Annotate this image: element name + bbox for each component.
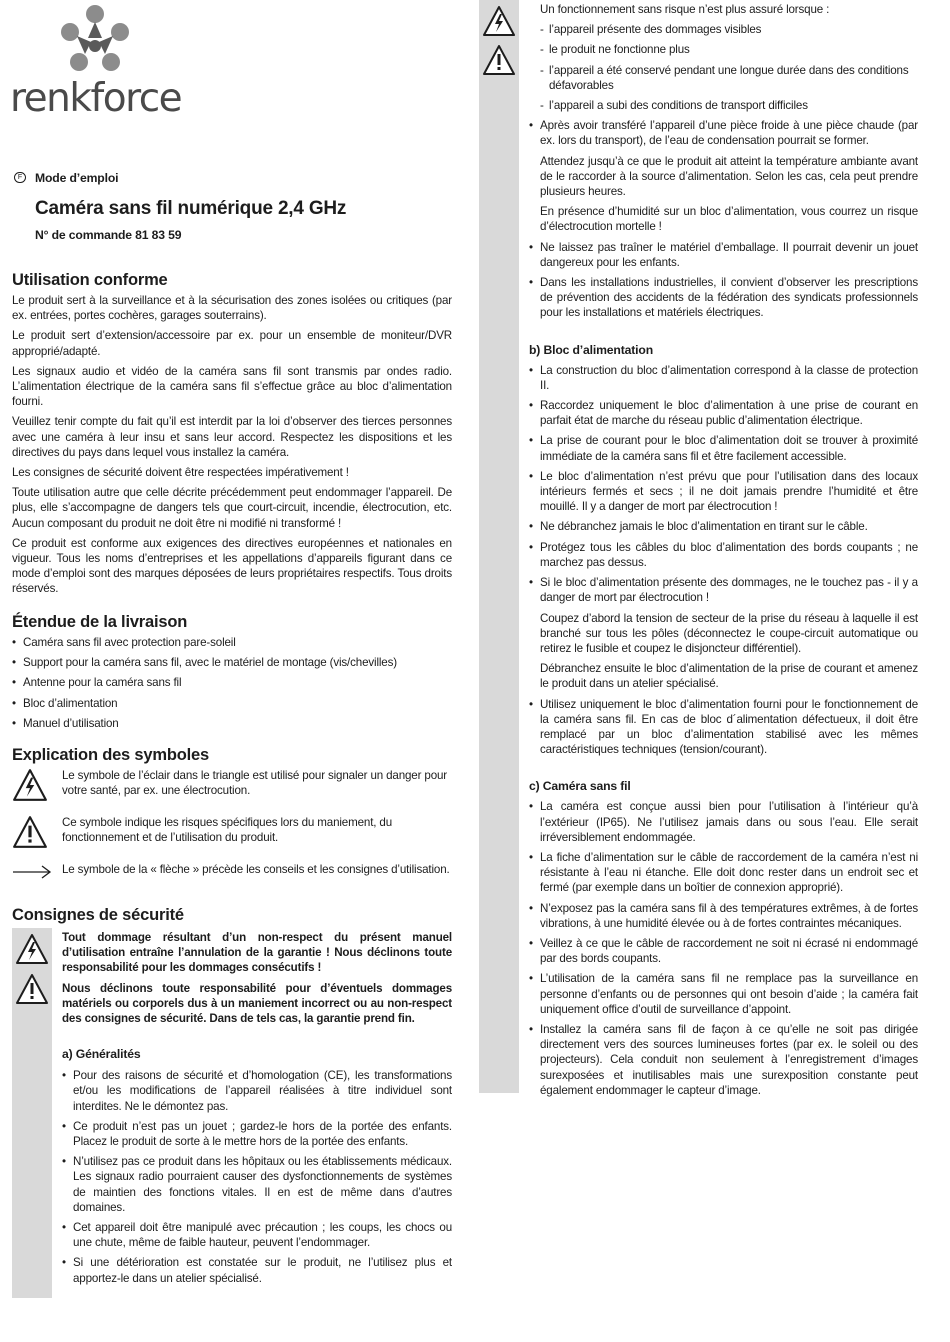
list-item: - le produit ne fonctionne plus bbox=[540, 42, 918, 57]
list-item: • La fiche d’alimentation sur le câble de raccordement de la caméra n’est ni résistante à l’eau ni étanche. Elle doit donc rester dans un endroit sec et fermé (par exemple dans un boîtier de connexion approprié). bbox=[529, 850, 918, 896]
camera-heading: c) Caméra sans fil bbox=[529, 779, 631, 794]
warning-text: Tout dommage résultant d’un non-respect du présent manuel d’utilisation entraîne l’annulation de la garantie ! Nous déclinons toute responsabilité pour les dommages consécutifs ! bbox=[62, 931, 452, 975]
safety-heading: Consignes de sécurité bbox=[12, 906, 184, 924]
symbol-description: Le symbole de l’éclair dans le triangle est utilisé pour signaler un danger pour votre santé, par ex. une électrocution. bbox=[62, 769, 447, 798]
list-item: • Si une détérioration est constatée sur le produit, ne l’utilisez plus et apportez-le dans un atelier spécialisé. bbox=[62, 1255, 452, 1285]
symbols-section bbox=[12, 745, 452, 896]
order-number: N° de commande 81 83 59 bbox=[35, 228, 182, 242]
usage-paragraph: Les consignes de sécurité doivent être respectées impérativement ! bbox=[12, 466, 349, 480]
symbols-heading: Explication des symboles bbox=[12, 746, 209, 764]
list-item: - l’appareil a subi des conditions de transport difficiles bbox=[540, 98, 918, 113]
list-item: • Ce produit n’est pas un jouet ; gardez-le hors de la portée des enfants. Placez le produit de sorte à le mettre hors de la portée des enfants. bbox=[62, 1119, 452, 1149]
brand-wordmark: renkforce bbox=[10, 76, 182, 121]
list-item: • Caméra sans fil avec protection pare-soleil bbox=[12, 635, 452, 650]
exclamation-triangle-icon bbox=[482, 44, 516, 81]
doc-header bbox=[12, 170, 452, 242]
list-item: • Si le bloc d’alimentation présente des dommages, ne le touchez pas - il y a danger de mort par électrocution ! Coupez d’abord la tension de secteur de la prise du réseau à laquelle il est branché sur tous les pôles (déconnectez le coupe-circuit automatique ou retirez le fusible et coupez le disjoncteur différentiel). Débranchez ensuite le bloc d’alimentation de la prise de courant et amenez le produit dans un atelier spécialisé. bbox=[529, 575, 918, 691]
brand-logo bbox=[10, 2, 180, 122]
list-item: • Antenne pour la caméra sans fil bbox=[12, 675, 452, 690]
list-item: • Pour des raisons de sécurité et d’homologation (CE), les transformations et/ou les modifications de l’appareil réalisées à titre individuel sont interdites. Ne le démontez pas. bbox=[62, 1068, 452, 1114]
usage-paragraph: Le produit sert à la surveillance et à la sécurisation des zones isolées ou critiques (par ex. entrées, portes cochères, garages souterrains). bbox=[12, 294, 452, 323]
mode-label: Mode d’emploi bbox=[35, 171, 119, 185]
intro-text: Un fonctionnement sans risque n’est plus assuré lorsque : bbox=[540, 3, 830, 16]
warning-sidebar bbox=[479, 0, 519, 1093]
list-item: • Cet appareil doit être manipulé avec précaution ; les coups, les chocs ou une chute, même de faible hauteur, peuvent l’endommager. bbox=[62, 1220, 452, 1250]
list-item: • Ne laissez pas traîner le matériel d’emballage. Il pourrait devenir un jouet dangereux pour les enfants. bbox=[529, 240, 918, 270]
list-item: • La prise de courant pour le bloc d’alimentation doit se trouver à proximité immédiate de la caméra sans fil et être facilement accessible. bbox=[529, 433, 918, 463]
warning-text: Nous déclinons toute responsabilité pour d’éventuels dommages matériels ou corporels dus à un maniement incorrect ou au non-respect des consignes de sécurité. Dans de tels cas, la garantie prend fin. bbox=[62, 981, 452, 1026]
usage-paragraph: Ce produit est conforme aux exigences des directives européennes et nationales en vigueur. Tous les noms d’entreprises et les appellations d’appareils figurant dans ce mode d’emploi sont des marques déposées de leurs propriétaires respectifs. Tous droits réservés. bbox=[12, 536, 452, 596]
usage-paragraph: Veuillez tenir compte du fait qu’il est interdit par la loi d’observer des tierces personnes avec une caméra à leur insu et sans leur accord. Respectez les dispositions et les directives du pays dans lequel vous installez la caméra. bbox=[12, 415, 452, 459]
star-logo-icon bbox=[55, 2, 135, 78]
delivery-heading: Étendue de la livraison bbox=[12, 613, 188, 631]
list-item: • La caméra est conçue aussi bien pour l’utilisation à l’intérieur qu’à l’extérieur (IP65). Ne l’utilisez jamais dans ou sous l’eau. Elle serait irréversiblement endommagée. bbox=[529, 799, 918, 845]
list-item: • Ne débranchez jamais le bloc d’alimentation en tirant sur le câble. bbox=[529, 519, 918, 534]
arrow-icon bbox=[12, 865, 52, 883]
power-heading: b) Bloc d’alimentation bbox=[529, 342, 653, 357]
lightning-triangle-icon bbox=[12, 768, 48, 806]
general-heading: a) Généralités bbox=[62, 1047, 141, 1062]
list-item: • Manuel d’utilisation bbox=[12, 716, 452, 731]
list-item: • Protégez tous les câbles du bloc d’alimentation des bords coupants ; ne marchez pas dessus. bbox=[529, 540, 918, 570]
list-item: - l’appareil présente des dommages visibles bbox=[540, 22, 918, 37]
list-item: • N’utilisez pas ce produit dans les hôpitaux ou les établissements médicaux. Les signaux radio pourraient causer des dysfonctionnements de systèmes de maintien des fonctions vitales. Il en est de même dans d’autres domaines. bbox=[62, 1154, 452, 1215]
list-item: • Après avoir transféré l’appareil d’une pièce froide à une pièce chaude (par ex. lors du transport), de l’eau de condensation pourrait se former. Attendez jusqu’à ce que le produit ait atteint la température ambiante avant de le raccorder à la source d’alimentation. Selon les cas, cela peut prendre plusieurs heures. En présence d’humidité sur un bloc d’alimentation, vous courrez un risque d’électrocution mortelle ! bbox=[529, 118, 918, 234]
lightning-triangle-icon bbox=[482, 5, 516, 42]
safety-section bbox=[12, 905, 452, 1286]
usage-paragraph: Toute utilisation autre que celle décrite précédemment peut endommager l’appareil. De plus, elle s’accompagne de dangers tels que court-circuit, incendie, électrocution, etc. Aucun composant du produit ne doit être ni modifié ni transformé ! bbox=[12, 486, 452, 530]
exclamation-triangle-icon bbox=[12, 815, 48, 853]
page-title: Caméra sans fil numérique 2,4 GHz bbox=[35, 198, 347, 219]
usage-paragraph: Le produit sert d’extension/accessoire par ex. pour un ensemble de moniteur/DVR approprié/adapté. bbox=[12, 329, 452, 358]
list-item: • Bloc d’alimentation bbox=[12, 696, 452, 711]
list-item: • La construction du bloc d’alimentation correspond à la classe de protection II. bbox=[529, 363, 918, 393]
list-item: • Veillez à ce que le câble de raccordement ne soit ni écrasé ni endommagé par des bords coupants. bbox=[529, 936, 918, 966]
list-item: • Utilisez uniquement le bloc d’alimentation fourni pour le fonctionnement de la caméra sans fil. En cas de bloc d´alimentation défectueux, il doit être remplacé par un bloc d’alimentation stabilisé avec les mêmes caractéristiques techniques (tension/courant). bbox=[529, 697, 918, 758]
list-item: • Support pour la caméra sans fil, avec le matériel de montage (vis/chevilles) bbox=[12, 655, 452, 670]
list-item: • L’utilisation de la caméra sans fil ne remplace pas la surveillance en personne d’enfants ou de personnes qui ont besoin d’aide ; la caméra fait uniquement office d’outil de surveillance d’appoint. bbox=[529, 971, 918, 1017]
list-item: • Raccordez uniquement le bloc d’alimentation à une prise de courant en parfait état de marche du réseau public d’alimentation électrique. bbox=[529, 398, 918, 428]
symbol-description: Le symbole de la « flèche » précède les conseils et les consignes d’utilisation. bbox=[62, 863, 450, 876]
list-item: • N’exposez pas la caméra sans fil à des températures extrêmes, à de fortes vibrations, à une humidité élevée ou à de fortes contraintes mécaniques. bbox=[529, 901, 918, 931]
list-item: - l’appareil a été conservé pendant une longue durée dans des conditions défavorables bbox=[540, 63, 918, 93]
symbol-description: Ce symbole indique les risques spécifiques lors du maniement, du fonctionnement et de l’utilisation du produit. bbox=[62, 816, 393, 845]
lightning-triangle-icon bbox=[15, 933, 49, 969]
usage-section bbox=[12, 270, 452, 597]
list-item: • Installez la caméra sans fil de façon à ce qu’elle ne soit pas dirigée directement vers des sources lumineuses fortes (par ex. le soleil ou des projecteurs). Cela conduit non seulement à l’enregistrement d’images surexposées et inutilisables mais une surexposition constante peut également endommager le capteur d’image. bbox=[529, 1022, 918, 1098]
delivery-section bbox=[12, 612, 452, 731]
list-item: • Le bloc d’alimentation n’est prévu que pour l’utilisation dans des locaux intérieurs fermés et secs ; il ne doit jamais prendre l’humidité et être mouillé. Il y a danger de mort par électrocution ! bbox=[529, 469, 918, 515]
usage-paragraph: Les signaux audio et vidéo de la caméra sans fil sont transmis par ondes radio. L’alimentation électrique de la caméra sans fil s’effectue grâce au bloc d’alimentation fourni. bbox=[12, 364, 452, 409]
list-item: • Dans les installations industrielles, il convient d’observer les prescriptions de prévention des accidents de la fédération des syndicats professionnels pour les installations et matériels électriques. bbox=[529, 275, 918, 321]
usage-heading: Utilisation conforme bbox=[12, 271, 168, 289]
exclamation-triangle-icon bbox=[15, 973, 49, 1009]
language-badge: F bbox=[14, 172, 26, 183]
